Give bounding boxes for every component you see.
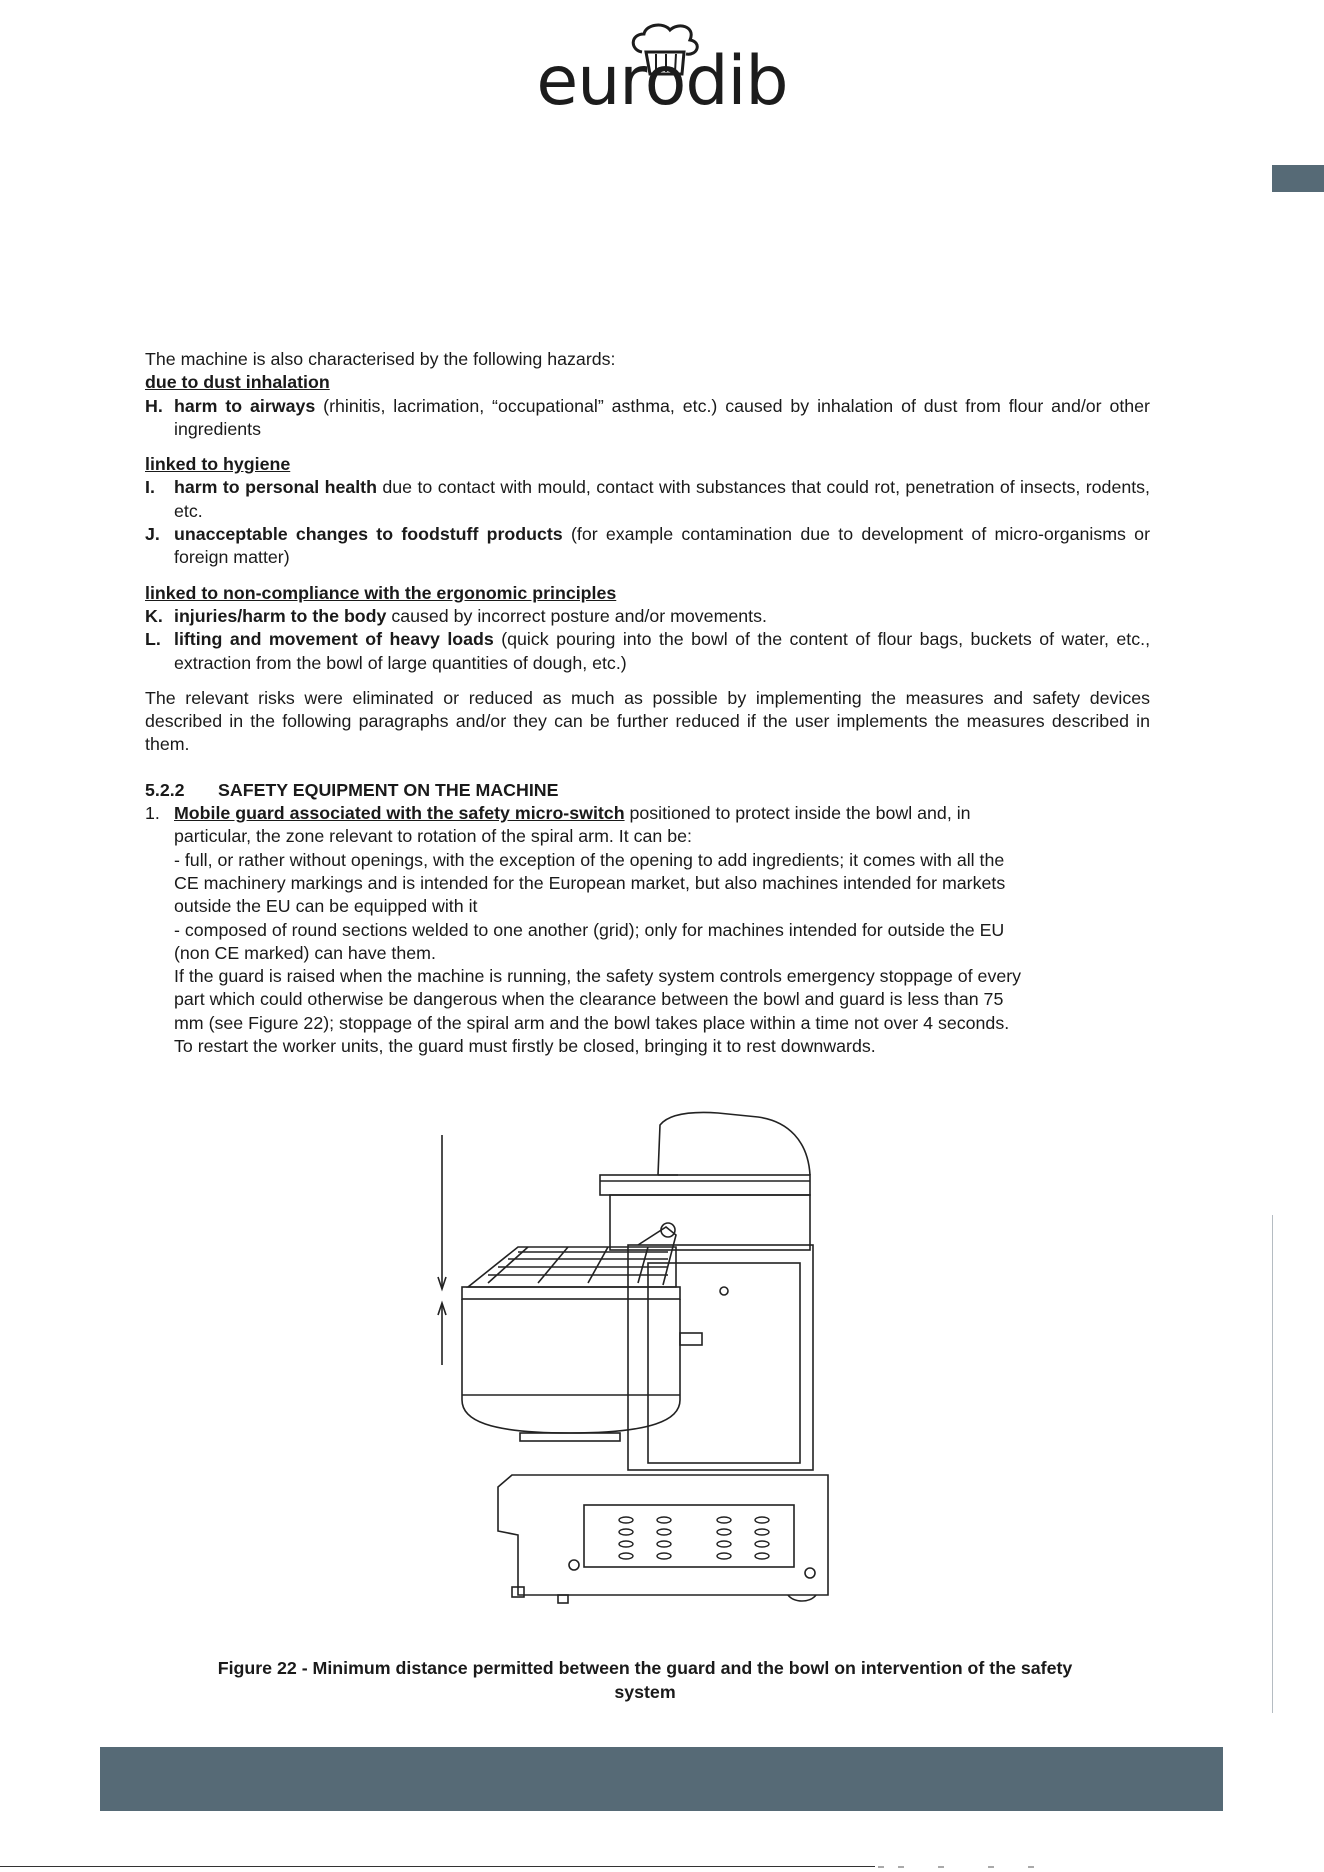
item-lead: Mobile guard associated with the safety micro-switch bbox=[174, 803, 625, 824]
hazard-text: (for example contamination due to development of micro-organisms or foreign matter) bbox=[174, 524, 1150, 568]
section-number: 5.2.2 bbox=[145, 779, 185, 800]
bottom-rule bbox=[0, 1866, 875, 1867]
caption-line: system bbox=[614, 1682, 676, 1702]
figure-caption bbox=[145, 1656, 1145, 1704]
page-content bbox=[145, 348, 1150, 1058]
hazard-title: harm to personal health bbox=[174, 477, 377, 498]
safety-item-1 bbox=[145, 802, 1150, 1058]
hazard-title: lifting and movement of heavy loads bbox=[174, 629, 494, 650]
crop-marks bbox=[878, 1864, 1078, 1870]
item-line: To restart the worker units, the guard must firstly be closed, bringing it to rest downwards. bbox=[174, 1036, 876, 1057]
item-line: If the guard is raised when the machine is running, the safety system controls emergency stoppage of every bbox=[174, 966, 1022, 987]
eurodib-logo bbox=[512, 22, 812, 122]
hazard-title: harm to airways bbox=[174, 395, 316, 416]
footer-bar bbox=[100, 1747, 1223, 1811]
item-line: mm (see Figure 22); stoppage of the spiral arm and the bowl takes place within a time not over 4 seconds. bbox=[174, 1012, 1010, 1033]
item-line: part which could otherwise be dangerous when the clearance between the bowl and guard is less than 75 bbox=[174, 989, 1004, 1010]
group-heading: due to dust inhalation bbox=[145, 372, 330, 393]
item-line: - full, or rather without openings, with the exception of the opening to add ingredients; it comes with all the bbox=[174, 849, 1005, 870]
hazard-letter: H. bbox=[145, 395, 163, 416]
spiral-mixer-drawing bbox=[428, 1095, 928, 1605]
hazard-text: (quick pouring into the bowl of the content of flour bags, buckets of water, etc., extraction from the bowl of large quantities of dough, etc.) bbox=[174, 629, 1151, 673]
intro-text: The machine is also characterised by the following hazards: bbox=[145, 349, 616, 369]
section-title: SAFETY EQUIPMENT ON THE MACHINE bbox=[218, 779, 559, 800]
hazard-letter: K. bbox=[145, 605, 163, 626]
item-line: positioned to protect inside the bowl and, in bbox=[624, 803, 971, 824]
caption-line: Figure 22 - Minimum distance permitted between the guard and the bowl on intervention of the safety bbox=[217, 1658, 1073, 1678]
group-heading: linked to hygiene bbox=[145, 454, 291, 475]
hazard-item-j bbox=[145, 523, 1150, 570]
hazard-letter: J. bbox=[145, 524, 160, 545]
item-line: particular, the zone relevant to rotation of the spiral arm. It can be: bbox=[174, 826, 692, 847]
mixer-figure bbox=[428, 1095, 928, 1605]
logo-text: eurodib bbox=[536, 42, 788, 121]
item-line: - composed of round sections welded to one another (grid); only for machines intended for outside the EU bbox=[174, 919, 1005, 940]
item-line: (non CE marked) can have them. bbox=[174, 942, 436, 963]
item-number: 1. bbox=[145, 803, 160, 824]
hazard-letter: L. bbox=[145, 629, 161, 650]
hazard-title: injuries/harm to the body bbox=[174, 605, 387, 626]
side-margin-line bbox=[1272, 1215, 1273, 1713]
hazard-letter: I. bbox=[145, 477, 155, 498]
hazard-item-i bbox=[145, 476, 1150, 523]
section-heading bbox=[145, 779, 1150, 802]
hazard-item-k bbox=[145, 605, 1150, 628]
risks-paragraph: The relevant risks were eliminated or reduced as much as possible by implementing the measures and safety devices described in the following paragraphs and/or they can be further reduced if the user implements the measures described in them. bbox=[145, 687, 1150, 755]
hazard-item-h bbox=[145, 395, 1150, 442]
item-line: outside the EU can be equipped with it bbox=[174, 896, 478, 917]
item-line: CE machinery markings and is intended for the European market, but also machines intended for markets bbox=[174, 872, 1006, 893]
hazard-text: (rhinitis, lacrimation, “occupational” asthma, etc.) caused by inhalation of dust from flour and/or other ingredients bbox=[174, 395, 1150, 439]
hazard-text: caused by incorrect posture and/or movements. bbox=[386, 605, 767, 626]
hazard-title: unacceptable changes to foodstuff products bbox=[174, 524, 563, 545]
group-heading: linked to non-compliance with the ergonomic principles bbox=[145, 582, 617, 603]
hazard-text: due to contact with mould, contact with substances that could rot, penetration of insects, rodents, etc. bbox=[174, 477, 1150, 521]
side-tab-marker bbox=[1272, 165, 1324, 192]
hazard-item-l bbox=[145, 628, 1150, 675]
